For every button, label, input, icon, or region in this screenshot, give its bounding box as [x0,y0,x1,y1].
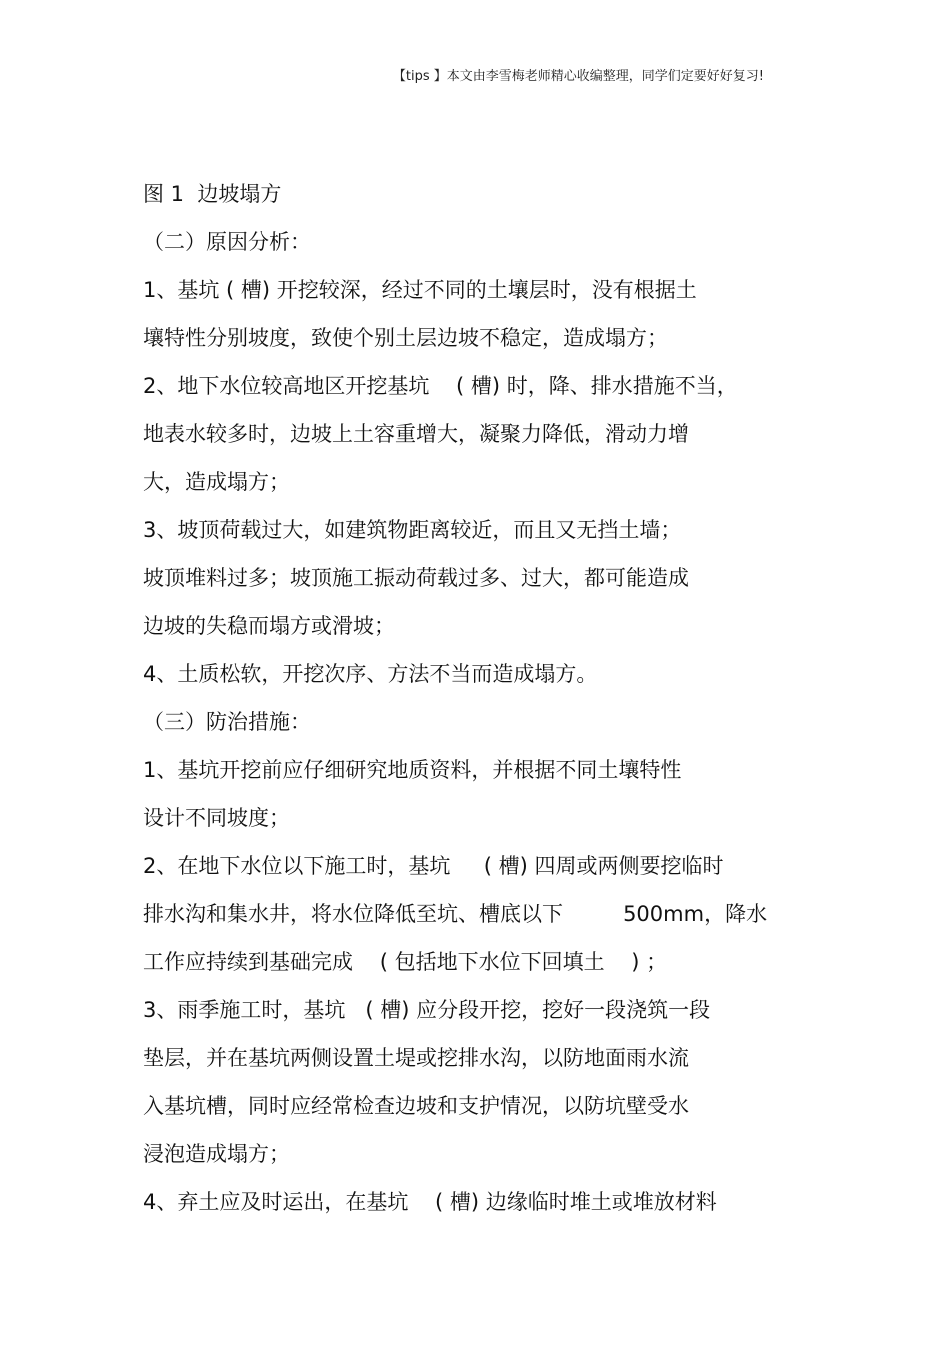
header-tip: 【tips 】本文由李雪梅老师精心收编整理，同学们定要好好复习! [392,69,764,84]
paragraph-line: 排水沟和集水井，将水位降低至坑、槽底以下 500mm，降水 [143,902,768,926]
paragraph-line: 大，造成塌方； [143,470,290,494]
paragraph-line: 入基坑槽，同时应经常检查边坡和支护情况，以防坑壁受水 [143,1094,689,1118]
paragraph-line: 边坡的失稳而塌方或滑坡； [143,614,395,638]
figure-caption: 图 1 边坡塌方 [143,182,282,206]
paragraph-line: 3、坡顶荷载过大，如建筑物距离较近，而且又无挡土墙； [143,518,682,542]
section-heading-cause: （二）原因分析： [143,230,311,254]
paragraph-line: 2、在地下水位以下施工时，基坑 ( 槽) 四周或两侧要挖临时 [143,854,724,878]
paragraph-line: 工作应持续到基础完成 ( 包括地下水位下回填土 ) ； [143,950,668,974]
paragraph-line: 4、土质松软，开挖次序、方法不当而造成塌方。 [143,662,598,686]
paragraph-line: 2、地下水位较高地区开挖基坑 ( 槽) 时，降、排水措施不当， [143,374,738,398]
paragraph-line: 4、弃土应及时运出，在基坑 ( 槽) 边缘临时堆土或堆放材料 [143,1190,717,1214]
paragraph-line: 壤特性分别坡度，致使个别土层边坡不稳定，造成塌方； [143,326,668,350]
paragraph-line: 设计不同坡度； [143,806,290,830]
paragraph-line: 1、基坑开挖前应仔细研究地质资料，并根据不同土壤特性 [143,758,682,782]
paragraph-line: 3、雨季施工时，基坑 ( 槽) 应分段开挖，挖好一段浇筑一段 [143,998,711,1022]
paragraph-line: 垫层，并在基坑两侧设置土堤或挖排水沟，以防地面雨水流 [143,1046,689,1070]
paragraph-line: 地表水较多时，边坡上土容重增大，凝聚力降低，滑动力增 [143,422,689,446]
paragraph-line: 浸泡造成塌方； [143,1142,290,1166]
paragraph-line: 1、基坑 ( 槽) 开挖较深，经过不同的土壤层时，没有根据土 [143,278,697,302]
section-heading-prevention: （三）防治措施： [143,710,311,734]
paragraph-line: 坡顶堆料过多；坡顶施工振动荷载过多、过大，都可能造成 [143,566,689,590]
